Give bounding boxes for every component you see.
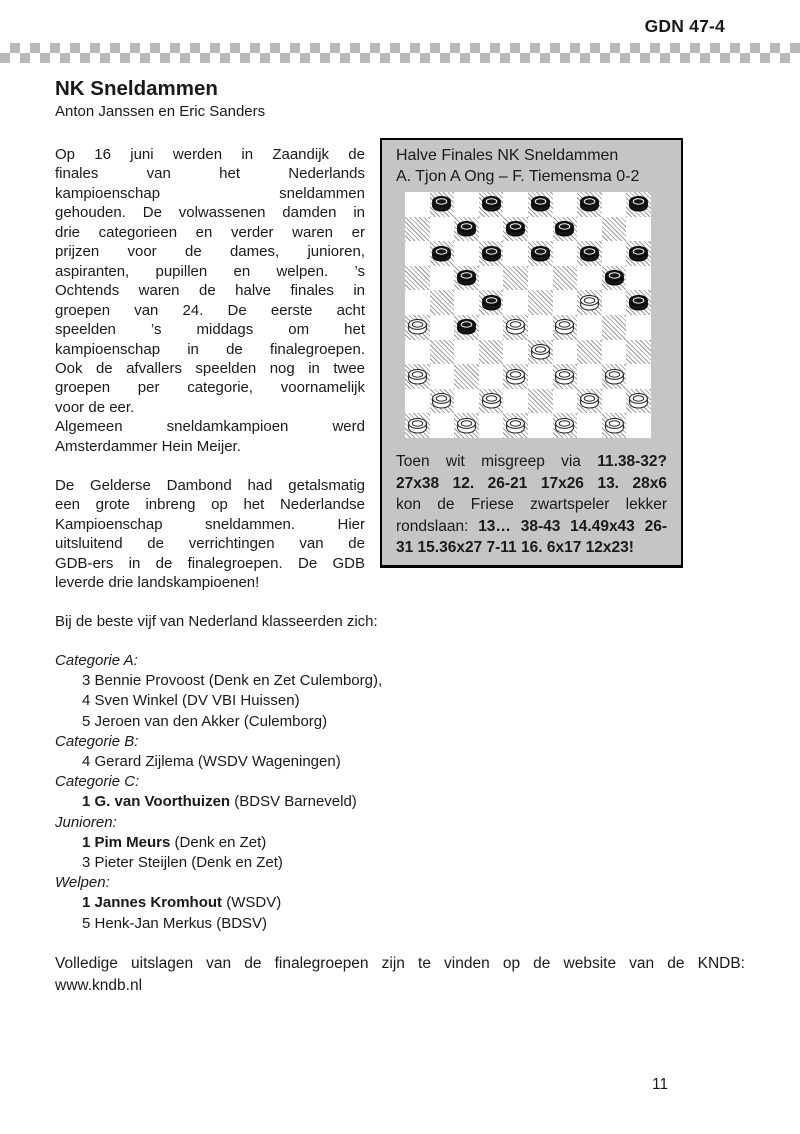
footer-paragraph <box>55 953 745 997</box>
dark-square <box>430 290 455 315</box>
category-label: Categorie B: <box>55 732 139 750</box>
footer-line: www.kndb.nl <box>55 976 143 994</box>
standings-entry <box>55 833 745 853</box>
dark-square <box>577 192 602 217</box>
text-line: Kampioenschap sneldammen. Hier <box>55 515 365 533</box>
text-line: gehouden. De volwassenen damden in <box>55 204 365 222</box>
dark-square <box>405 315 430 340</box>
light-square <box>405 290 430 315</box>
light-square <box>430 315 455 340</box>
dark-square <box>553 364 578 389</box>
dark-square <box>430 340 455 365</box>
panel-title-line1: Halve Finales NK Sneldammen <box>396 147 619 164</box>
light-square <box>479 413 504 438</box>
white-piece <box>530 343 551 360</box>
entry-text: 3 Bennie Provoost (Denk en Zet Culemborg), <box>82 672 383 690</box>
page-title: NK Sneldammen <box>55 77 218 100</box>
black-piece <box>456 220 477 237</box>
light-square <box>503 340 528 365</box>
light-square <box>602 241 627 266</box>
white-piece <box>407 318 428 335</box>
black-piece <box>431 245 452 262</box>
dark-square <box>454 315 479 340</box>
light-square <box>626 217 651 242</box>
dark-square <box>577 389 602 414</box>
black-piece <box>628 294 649 311</box>
entry-text: (Denk en Zet) <box>170 833 267 851</box>
black-piece <box>505 220 526 237</box>
light-square <box>479 266 504 291</box>
standings-entry <box>55 691 745 711</box>
light-square <box>553 241 578 266</box>
text-line: aspiranten, pupillen en welpen. ’s <box>55 262 365 280</box>
text-line: groepen van 24. De eerste acht <box>55 301 365 319</box>
article-authors: Anton Janssen en Eric Sanders <box>55 103 266 120</box>
light-square <box>577 217 602 242</box>
standings-entry <box>55 712 745 732</box>
black-piece <box>554 220 575 237</box>
white-piece <box>628 392 649 409</box>
category-label: Categorie C: <box>55 773 140 791</box>
light-square <box>405 389 430 414</box>
text-line: voor de eer. <box>55 398 135 416</box>
dark-square <box>454 364 479 389</box>
text-line: prijzen voor de dames, junioren, <box>55 243 365 261</box>
black-piece <box>481 294 502 311</box>
page-number: 11 <box>652 1076 669 1093</box>
game-analysis-text <box>396 451 667 559</box>
light-square <box>454 192 479 217</box>
text-line: Op 16 juni werden in Zaandijk de <box>55 146 365 163</box>
black-piece <box>481 245 502 262</box>
light-square <box>430 266 455 291</box>
entry-text: 4 Gerard Zijlema (WSDV Wageningen) <box>82 753 341 771</box>
light-square <box>479 315 504 340</box>
light-square <box>528 364 553 389</box>
dark-square <box>479 192 504 217</box>
light-square <box>528 217 553 242</box>
black-piece <box>604 269 625 286</box>
light-square <box>405 340 430 365</box>
dark-square <box>602 413 627 438</box>
dark-square <box>602 266 627 291</box>
dark-square <box>553 266 578 291</box>
light-square <box>626 315 651 340</box>
dark-square <box>602 315 627 340</box>
light-square <box>602 340 627 365</box>
text-line: kampioenschap in de finalegroepen. <box>55 340 365 358</box>
winner-name: 1 Jannes Kromhout <box>82 894 223 912</box>
standings-entry <box>55 752 745 772</box>
white-piece <box>579 392 600 409</box>
light-square <box>405 192 430 217</box>
light-square <box>626 413 651 438</box>
black-piece <box>456 269 477 286</box>
light-square <box>577 315 602 340</box>
dark-square <box>553 315 578 340</box>
white-piece <box>604 368 625 385</box>
light-square <box>553 290 578 315</box>
paragraph <box>55 145 365 456</box>
dark-square <box>454 217 479 242</box>
dark-square <box>479 241 504 266</box>
article-body-column <box>55 145 365 592</box>
dark-square <box>553 217 578 242</box>
analysis-line <box>396 516 667 538</box>
dark-square <box>528 192 553 217</box>
white-piece <box>554 417 575 434</box>
dark-square <box>528 389 553 414</box>
light-square <box>626 364 651 389</box>
light-square <box>430 413 455 438</box>
dark-square <box>602 217 627 242</box>
analysis-line <box>396 451 667 473</box>
text-line: speelden ’s middags om het <box>55 321 365 339</box>
black-piece <box>579 195 600 212</box>
dark-square <box>479 389 504 414</box>
category-label: Junioren: <box>55 813 117 831</box>
dark-square <box>503 364 528 389</box>
dark-square <box>454 266 479 291</box>
black-piece <box>628 195 649 212</box>
white-piece <box>431 392 452 409</box>
dark-square <box>626 241 651 266</box>
dark-square <box>503 217 528 242</box>
white-piece <box>505 318 526 335</box>
dark-square <box>405 364 430 389</box>
text-line: GDB-ers in de finalegroepen. De GDB <box>55 554 365 572</box>
move-notation: 31 15.36x27 7-11 16. 6x17 12x23! <box>396 539 634 557</box>
entry-text: (WSDV) <box>222 894 282 912</box>
paragraph <box>55 476 365 593</box>
analysis-line <box>396 537 667 559</box>
dark-square <box>405 266 430 291</box>
entry-text: 5 Henk-Jan Merkus (BDSV) <box>82 914 268 932</box>
dark-square <box>479 340 504 365</box>
analysis-text: Toen wit misgreep via <box>396 452 598 470</box>
light-square <box>602 389 627 414</box>
black-piece <box>628 245 649 262</box>
black-piece <box>579 245 600 262</box>
text-line: leverde drie landskampioenen! <box>55 573 260 591</box>
light-square <box>405 241 430 266</box>
dark-square <box>405 413 430 438</box>
white-piece <box>407 417 428 434</box>
dark-square <box>430 241 455 266</box>
black-piece <box>530 245 551 262</box>
light-square <box>577 266 602 291</box>
white-piece <box>456 417 477 434</box>
move-notation: 11.38-32? <box>597 452 667 470</box>
text-line: finales van het Nederlands <box>55 165 365 183</box>
text-line: drie categorieen en verder waren er <box>55 223 365 241</box>
dark-square <box>528 340 553 365</box>
black-piece <box>481 195 502 212</box>
light-square <box>553 389 578 414</box>
game-panel <box>380 138 683 568</box>
white-piece <box>407 368 428 385</box>
footer-line: Volledige uitslagen van de finalegroepen zijn te vinden op de website van de KNDB: <box>55 955 745 972</box>
entry-text: 5 Jeroen van den Akker (Culemborg) <box>82 712 328 730</box>
black-piece <box>530 195 551 212</box>
dark-square <box>503 315 528 340</box>
dark-square <box>528 241 553 266</box>
analysis-line <box>396 473 667 495</box>
entry-text: 3 Pieter Steijlen (Denk en Zet) <box>82 854 283 872</box>
entry-text: (BDSV Barneveld) <box>230 793 357 811</box>
winner-name: 1 G. van Voorthuizen <box>82 793 231 811</box>
draughts-board <box>405 192 651 438</box>
text-line: Algemeen sneldamkampioen werd <box>55 418 365 436</box>
dark-square <box>430 192 455 217</box>
light-square <box>454 290 479 315</box>
dark-square <box>528 290 553 315</box>
light-square <box>577 364 602 389</box>
panel-players-result: A. Tjon A Ong – F. Tiemensma 0-2 <box>396 167 640 185</box>
dark-square <box>454 413 479 438</box>
light-square <box>454 241 479 266</box>
light-square <box>454 340 479 365</box>
text-line: een grote inbreng op het Nederlandse <box>55 496 365 514</box>
white-piece <box>505 368 526 385</box>
standings-entry <box>55 671 745 691</box>
move-notation: 27x38 12. 26-21 17x26 13. 28x6 <box>396 474 667 492</box>
dark-square <box>626 290 651 315</box>
white-piece <box>505 417 526 434</box>
text-line: groepen per categorie, voornamelijk <box>55 379 365 397</box>
light-square <box>553 340 578 365</box>
light-square <box>528 413 553 438</box>
light-square <box>454 389 479 414</box>
dark-square <box>577 340 602 365</box>
standings-list <box>55 651 745 934</box>
entry-text: 4 Sven Winkel (DV VBI Huissen) <box>82 692 300 710</box>
text-line: De Gelderse Dambond had getalsmatig <box>55 476 365 494</box>
light-square <box>479 364 504 389</box>
light-square <box>602 290 627 315</box>
dark-square <box>479 290 504 315</box>
white-piece <box>481 392 502 409</box>
standings-entry <box>55 893 745 913</box>
light-square <box>503 290 528 315</box>
dark-square <box>430 389 455 414</box>
light-square <box>553 192 578 217</box>
standings-entry <box>55 853 745 873</box>
standings-intro: Bij de beste vijf van Nederland klasseerden zich: <box>55 613 378 630</box>
dark-square <box>626 389 651 414</box>
analysis-text: rondslaan: <box>396 517 479 535</box>
light-square <box>503 241 528 266</box>
category-label: Categorie A: <box>55 652 138 669</box>
white-piece <box>554 368 575 385</box>
dark-square <box>503 266 528 291</box>
light-square <box>602 192 627 217</box>
light-square <box>430 364 455 389</box>
dark-square <box>626 340 651 365</box>
text-line: kampioenschap sneldammen <box>55 184 365 202</box>
dark-square <box>577 290 602 315</box>
light-square <box>626 266 651 291</box>
black-piece <box>431 195 452 212</box>
dark-square <box>553 413 578 438</box>
light-square <box>479 217 504 242</box>
text-line: Amsterdammer Hein Meijer. <box>55 437 241 455</box>
light-square <box>528 315 553 340</box>
light-square <box>528 266 553 291</box>
article-header <box>55 78 265 121</box>
light-square <box>430 217 455 242</box>
decorative-checker-band <box>0 43 800 63</box>
text-line: Ochtends waren de halve finales in <box>55 282 365 300</box>
dark-square <box>626 192 651 217</box>
dark-square <box>577 241 602 266</box>
white-piece <box>554 318 575 335</box>
winner-name: 1 Pim Meurs <box>82 833 171 851</box>
standings-entry <box>55 914 745 934</box>
text-line: Ook de afvallers speelden nog in twee <box>55 359 365 377</box>
analysis-line <box>396 494 667 516</box>
dark-square <box>503 413 528 438</box>
dark-square <box>405 217 430 242</box>
white-piece <box>579 294 600 311</box>
light-square <box>577 413 602 438</box>
issue-number: GDN 47-4 <box>644 16 725 36</box>
category-label: Welpen: <box>55 874 110 892</box>
dark-square <box>602 364 627 389</box>
black-piece <box>456 318 477 335</box>
move-notation: 13… 38-43 14.49x43 26- <box>478 517 667 535</box>
light-square <box>503 389 528 414</box>
standings-entry <box>55 792 745 812</box>
light-square <box>503 192 528 217</box>
standings-section <box>55 612 745 934</box>
analysis-text: kon de Friese zwartspeler lekker <box>396 496 667 514</box>
white-piece <box>604 417 625 434</box>
text-line: uitsluitend de verrichtingen van de <box>55 535 365 553</box>
